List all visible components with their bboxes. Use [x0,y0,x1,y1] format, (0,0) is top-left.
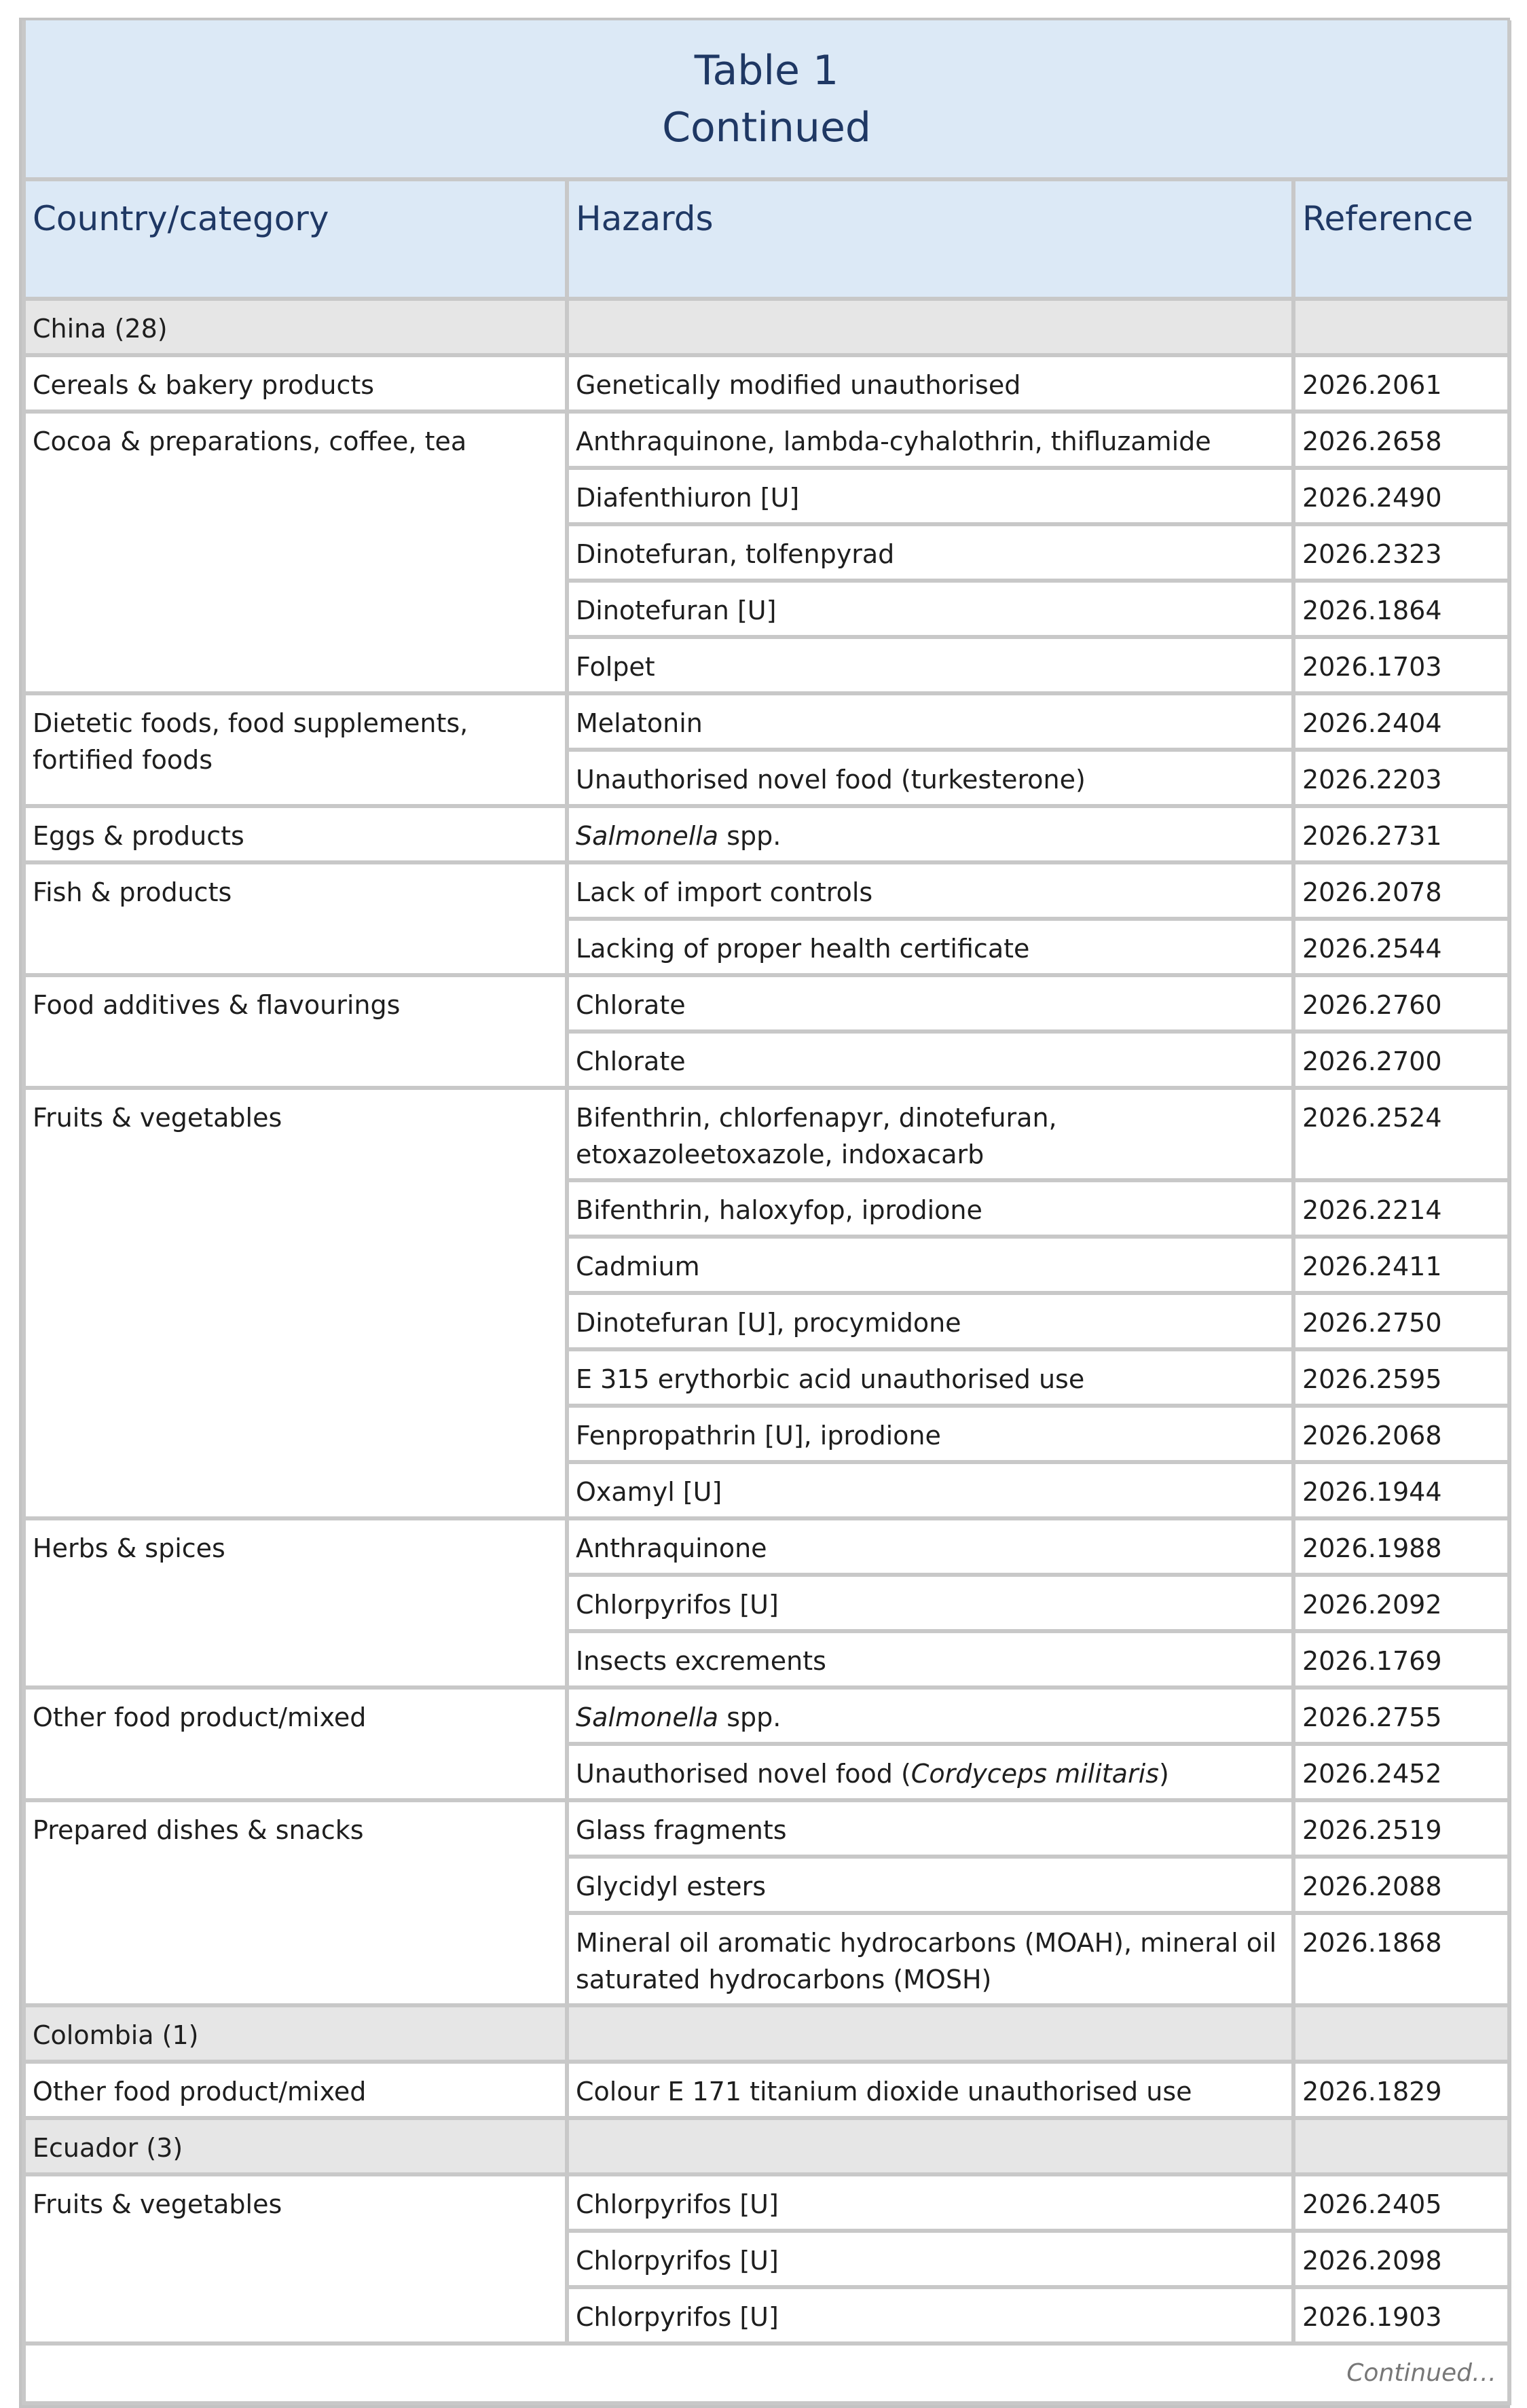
reference-cell: 2026.2755 [1293,1688,1509,1744]
hazard-cell: Folpet [567,637,1293,693]
hazard-cell: Chlorpyrifos [U] [567,1575,1293,1631]
table-title-line1: Table 1 [694,46,839,94]
hazard-text: ) [1158,1759,1169,1789]
reference-cell: 2026.2203 [1293,750,1509,806]
reference-cell: 2026.2068 [1293,1406,1509,1462]
hazard-cell: Colour E 171 titanium dioxide unauthorised use [567,2062,1293,2118]
country-row [24,2118,1509,2174]
country-row [24,299,1509,355]
category-cell: Other food product/mixed [24,1688,567,1800]
reference-cell: 2026.2088 [1293,1857,1509,1913]
hazard-cell: Unauthorised novel food (turkesterone) [567,750,1293,806]
country-name: Colombia (1) [24,2005,567,2062]
country-row-empty-cell [1293,2005,1509,2062]
category-cell: Food additives & flavourings [24,975,567,1088]
reference-cell: 2026.2078 [1293,862,1509,919]
hazard-text: spp. [718,1702,781,1732]
reference-cell: 2026.2524 [1293,1088,1509,1180]
hazard-cell: Lacking of proper health certificate [567,919,1293,975]
hazards-table [22,20,1511,2405]
hazard-cell: Anthraquinone, lambda-cyhalothrin, thifluzamide [567,412,1293,468]
reference-cell: 2026.2760 [1293,975,1509,1032]
reference-cell: 2026.1868 [1293,1913,1509,2005]
category-cell: Fish & products [24,862,567,975]
table-header-row [24,179,1509,299]
hazard-cell: Dinotefuran, tolfenpyrad [567,524,1293,581]
hazard-cell: Melatonin [567,693,1293,750]
country-name: Ecuador (3) [24,2118,567,2174]
hazard-cell: Insects excrements [567,1631,1293,1688]
hazard-italic-text: Salmonella [576,821,719,851]
reference-cell: 2026.2411 [1293,1237,1509,1293]
category-cell: Eggs & products [24,806,567,862]
hazard-cell: Glycidyl esters [567,1857,1293,1913]
reference-cell: 2026.1988 [1293,1518,1509,1575]
reference-cell: 2026.2595 [1293,1349,1509,1406]
reference-cell: 2026.2404 [1293,693,1509,750]
hazard-cell: Bifenthrin, chlorfenapyr, dinotefuran, etoxazoleetoxazole, indoxacarb [567,1088,1293,1180]
reference-cell: 2026.2452 [1293,1744,1509,1800]
hazard-cell: Lack of import controls [567,862,1293,919]
country-row-empty-cell [567,2118,1293,2174]
reference-cell: 2026.2405 [1293,2174,1509,2231]
reference-cell: 2026.2750 [1293,1293,1509,1349]
column-header-country-category: Country/category [24,179,567,299]
column-header-hazards: Hazards [567,179,1293,299]
hazard-text: spp. [718,821,781,851]
hazard-cell: Diafenthiuron [U] [567,468,1293,524]
table-row [24,2062,1509,2118]
reference-cell: 2026.2098 [1293,2231,1509,2287]
category-cell: Dietetic foods, food supplements, fortified foods [24,693,567,806]
country-row-empty-cell [1293,299,1509,355]
hazard-cell: Chlorate [567,975,1293,1032]
table-title-line2: Continued [662,103,871,151]
category-cell: Fruits & vegetables [24,1088,567,1518]
reference-cell: 2026.2658 [1293,412,1509,468]
table-row [24,975,1509,1032]
reference-cell: 2026.2519 [1293,1800,1509,1857]
continued-note: Continued… [24,2343,1509,2403]
category-cell: Other food product/mixed [24,2062,567,2118]
hazard-italic-text: Salmonella [576,1702,719,1732]
hazard-cell: Bifenthrin, haloxyfop, iprodione [567,1180,1293,1237]
hazard-cell [567,806,1293,862]
reference-cell: 2026.2214 [1293,1180,1509,1237]
country-row-empty-cell [567,2005,1293,2062]
table-row [24,1800,1509,1857]
hazard-cell [567,1688,1293,1744]
reference-cell: 2026.1903 [1293,2287,1509,2343]
hazard-cell: Glass fragments [567,1800,1293,1857]
category-cell: Fruits & vegetables [24,2174,567,2343]
reference-cell: 2026.1769 [1293,1631,1509,1688]
country-row-empty-cell [567,299,1293,355]
hazard-cell: Mineral oil aromatic hydrocarbons (MOAH), mineral oil saturated hydrocarbons (MOSH) [567,1913,1293,2005]
hazard-cell: Fenpropathrin [U], iprodione [567,1406,1293,1462]
table-row [24,1088,1509,1180]
table-row [24,693,1509,750]
reference-cell: 2026.2731 [1293,806,1509,862]
table-title-row [24,20,1509,179]
table-row [24,1688,1509,1744]
table-row [24,355,1509,412]
hazard-cell: Dinotefuran [U], procymidone [567,1293,1293,1349]
hazard-cell: E 315 erythorbic acid unauthorised use [567,1349,1293,1406]
hazard-cell [567,1744,1293,1800]
hazard-cell: Cadmium [567,1237,1293,1293]
hazard-cell: Dinotefuran [U] [567,581,1293,637]
table-row [24,412,1509,468]
hazard-cell: Oxamyl [U] [567,1462,1293,1518]
category-cell: Herbs & spices [24,1518,567,1688]
reference-cell: 2026.1944 [1293,1462,1509,1518]
hazard-cell: Chlorpyrifos [U] [567,2174,1293,2231]
hazard-cell: Chlorpyrifos [U] [567,2287,1293,2343]
hazard-cell: Chlorate [567,1032,1293,1088]
hazard-cell: Genetically modified unauthorised [567,355,1293,412]
hazard-italic-text: Cordyceps militaris [910,1759,1159,1789]
hazard-cell: Anthraquinone [567,1518,1293,1575]
reference-cell: 2026.1829 [1293,2062,1509,2118]
reference-cell: 2026.2700 [1293,1032,1509,1088]
reference-cell: 2026.2544 [1293,919,1509,975]
reference-cell: 2026.2061 [1293,355,1509,412]
reference-cell: 2026.2323 [1293,524,1509,581]
country-row [24,2005,1509,2062]
table-title [24,20,1509,179]
table-row [24,2174,1509,2231]
country-name: China (28) [24,299,567,355]
table-row [24,1518,1509,1575]
category-cell: Cocoa & preparations, coffee, tea [24,412,567,693]
column-header-reference: Reference [1293,179,1509,299]
reference-cell: 2026.1864 [1293,581,1509,637]
table-row [24,862,1509,919]
category-cell: Prepared dishes & snacks [24,1800,567,2005]
hazard-text: Unauthorised novel food ( [576,1759,911,1789]
table-footer-row [24,2343,1509,2403]
country-row-empty-cell [1293,2118,1509,2174]
category-cell: Cereals & bakery products [24,355,567,412]
hazard-cell: Chlorpyrifos [U] [567,2231,1293,2287]
table-container [19,18,1510,2408]
reference-cell: 2026.2490 [1293,468,1509,524]
reference-cell: 2026.1703 [1293,637,1509,693]
table-row [24,806,1509,862]
reference-cell: 2026.2092 [1293,1575,1509,1631]
